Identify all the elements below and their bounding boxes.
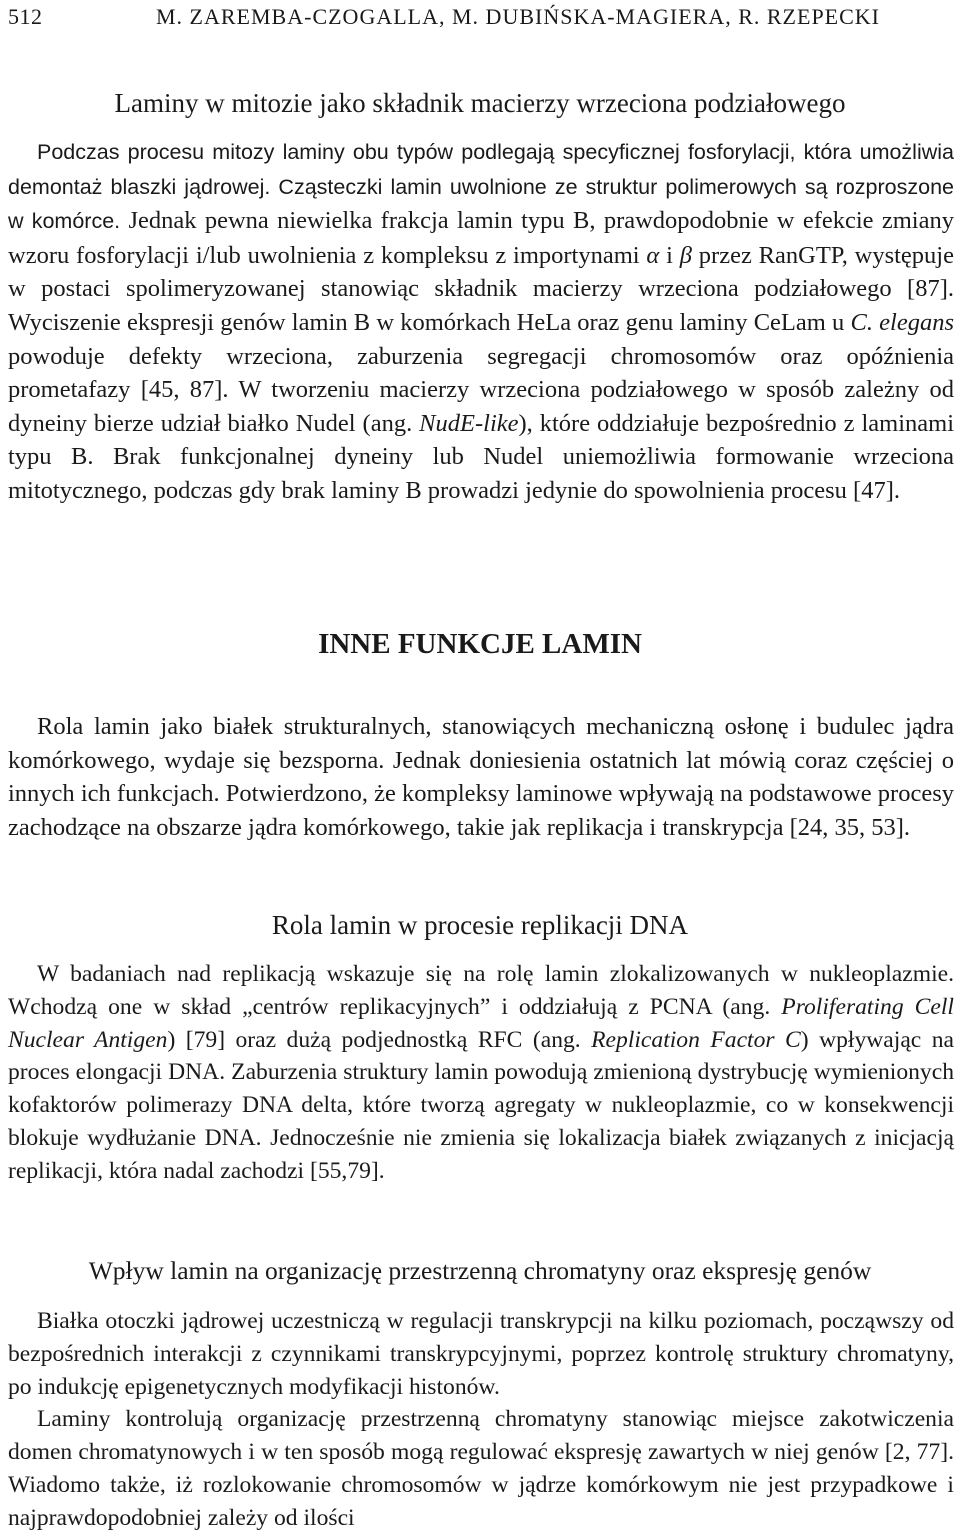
paragraph bbox=[8, 958, 954, 1188]
term-pcna: Proliferating Cell Nuclear Antigen bbox=[8, 993, 954, 1053]
species-name: C. elegans bbox=[850, 308, 954, 336]
paragraph-text: ) wpływając na proces elongacji DNA. Zaburzenia struktury lamin powodują zmienioną dystrybucję wymienionych kofaktorów polimerazy DNA delta, które tworzą agregaty w nukleoplazmie, co w konsekwencji blokuje wydłużanie DNA. Jednocześnie nie zmienia się lokalizacja białek związanych z inicjacją replikacji, która nadal zachodzi [55,79]. bbox=[8, 1026, 954, 1184]
protein-name: NudE-like bbox=[419, 409, 519, 437]
paragraph-text: powoduje defekty wrzeciona, zaburzenia segregacji chromosomów oraz opóźnienia prometafazy [45, 87]. W tworzeniu macierzy wrzeciona podziałowego w sposób zależny od dyneiny bierze udział białko Nudel (ang. bbox=[8, 342, 954, 437]
paragraph-text: Podczas procesu mitozy laminy obu typów podlegają specyficznej fosforylacji, która umożliwia demontaż blaszki jądrowej. Cząsteczki lamin uwolnione ze struktur polimerowych są rozproszone w komórce. bbox=[8, 140, 954, 234]
paragraph: Białka otoczki jądrowej uczestniczą w regulacji transkrypcji na kilku poziomach, począwszy od bezpośrednich interakcji z czynnikami transkrypcyjnymi, poprzez kontrolę struktury chromatyny, po indukcję epigenetycznych modyfikacji histonów. bbox=[8, 1308, 954, 1400]
paragraph-text: Jednak pewna niewielka frakcja lamin typu B, prawdopodobnie w efekcie zmiany wzoru fosforylacji i/lub uwolnienia z kompleksu z importynami bbox=[8, 207, 954, 269]
greek-beta: β bbox=[679, 241, 692, 269]
paragraph bbox=[8, 135, 954, 508]
section-heading-spindle: Laminy w mitozie jako składnik macierzy wrzeciona podziałowego bbox=[114, 88, 846, 118]
section-body-other bbox=[8, 710, 954, 844]
paragraph-text: i bbox=[659, 241, 680, 269]
chapter-heading-other-functions: INNE FUNKCJE LAMIN bbox=[318, 628, 642, 660]
running-header-authors: M. ZAREMBA-CZOGALLA, M. DUBIŃSKA-MAGIERA, R. RZEPECKI bbox=[156, 4, 880, 29]
paragraph-text: ), które oddziałuje bezpośrednio z laminami typu B. Brak funkcjonalnej dyneiny lub Nudel uniemożliwia formowanie wrzeciona mitotycznego, podczas gdy brak laminy B prowadzi jedynie do spowolnienia procesu [47]. bbox=[8, 409, 954, 504]
paragraph: Rola lamin jako białek strukturalnych, stanowiących mechaniczną osłonę i budulec jądra komórkowego, wydaje się bezsporna. Jednak doniesienia ostatnich lat mówią coraz częściej o innych ich funkcjach. Potwierdzono, że kompleksy laminowe wpływają na podstawowe procesy zachodzące na obszarze jądra komórkowego, takie jak replikacja i transkrypcja [24, 35, 53]. bbox=[8, 713, 954, 841]
section-body-spindle bbox=[8, 135, 954, 508]
section-heading-chromatin: Wpływ lamin na organizację przestrzenną chromatyny oraz ekspresję genów bbox=[88, 1256, 872, 1285]
section-body-replication bbox=[8, 958, 954, 1188]
paragraph: Laminy kontrolują organizację przestrzenną chromatyny stanowiąc miejsce zakotwiczenia domen chromatynowych i w ten sposób mogą regulować ekspresję zawartych w niej genów [2, 77]. Wiadomo także, iż rozlokowanie chromosomów w jądrze komórkowym nie jest przypadkowe i najprawdopodobniej zależy od ilości bbox=[8, 1406, 954, 1531]
running-header bbox=[8, 4, 952, 40]
paragraph-text: W badaniach nad replikacją wskazuje się na rolę lamin zlokalizowanych w nukleoplazmie. Wchodzą one w skład „centrów replikacyjnych” i oddziałują z PCNA (ang. bbox=[8, 961, 954, 1020]
greek-alpha: α bbox=[646, 241, 660, 269]
paragraph-text: ) [79] oraz dużą podjednostką RFC (ang. bbox=[167, 1026, 592, 1053]
section-heading-replication: Rola lamin w procesie replikacji DNA bbox=[271, 910, 689, 940]
page-number: 512 bbox=[8, 4, 43, 29]
term-rfc: Replication Factor C bbox=[591, 1026, 801, 1053]
section-body-chromatin bbox=[8, 1305, 954, 1535]
paragraph-text: przez RanGTP, występuje w postaci spolimeryzowanej stanowiąc składnik macierzy wrzeciona podziałowego [87]. Wyciszenie ekspresji genów lamin B w komórkach HeLa oraz genu laminy CeLam u bbox=[8, 241, 954, 336]
